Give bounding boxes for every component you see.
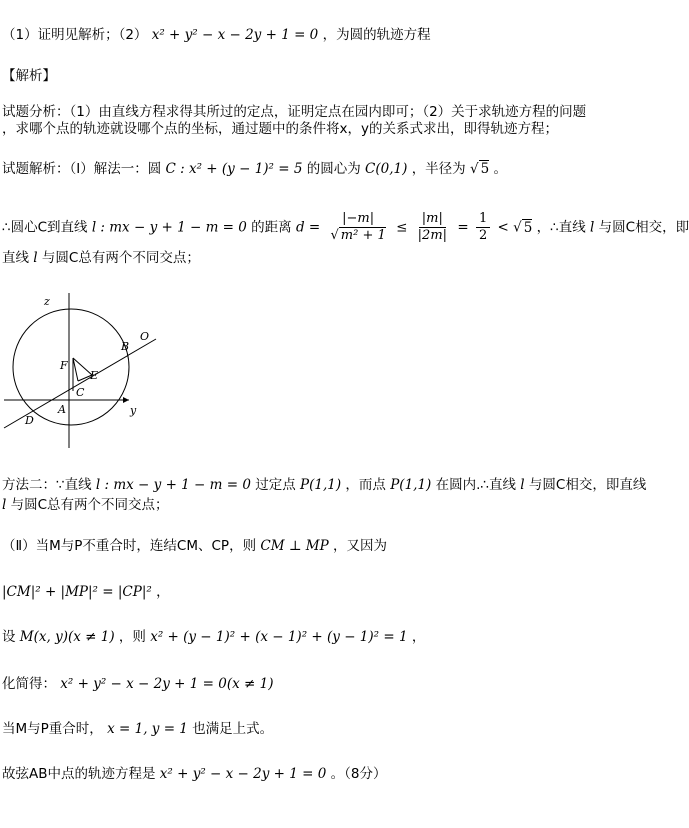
set-m-line: 设 M(x, y)(x ≠ 1) ，则 x² + (y − 1)² + (x − 1)² + (y − 1)² = 1 ， <box>2 629 426 645</box>
perpendicular-relation: CM ⊥ MP <box>260 538 329 554</box>
label-b: B <box>121 340 130 353</box>
solution-method-1: 试题解析：（Ⅰ）解法一：圆 C : x² + (y − 1)² = 5 的圆心为 C(0,1) ，半径为 √ 5 。 <box>2 161 507 177</box>
distance-line: ∴圆心C到直线 l : mx − y + 1 − m = 0 的距离 d = $\frac{|-m|}{\text{√ m² + 1}}$ ≤ $\frac{|m|}{|2m|}$ = $\frac{1}{2}$ < √ 5 ，∴直线 l 与圆C相交，即 <box>2 211 689 243</box>
final-answer-line: 故弦AB中点的轨迹方程是 x² + y² − x − 2y + 1 = 0 。（8分） <box>2 766 387 782</box>
circle-c <box>13 309 129 425</box>
part2-intro: （Ⅱ）当M与P不重合时，连结CM、CP，则 CM ⊥ MP ，又因为 <box>2 538 388 554</box>
distance-label: 的距离 <box>251 219 292 236</box>
pythagorean-relation: |CM|² + |MP|² = |CP|² ， <box>2 584 170 600</box>
label-z: z <box>44 295 50 308</box>
center-label: 的圆心为 <box>306 161 361 177</box>
answer-part2: ，为圆的轨迹方程 <box>322 27 431 43</box>
radius-value: 5 <box>480 161 490 177</box>
simplified-equation: x² + y² − x − 2y + 1 = 0(x ≠ 1) <box>60 676 274 692</box>
distance-ending: ，∴直线 <box>536 219 586 236</box>
simplified-line: 化简得： x² + y² − x − 2y + 1 = 0(x ≠ 1) <box>2 676 274 692</box>
distance-line-2: 直线 l 与圆C总有两个不同交点； <box>2 250 200 266</box>
label-a: A <box>58 403 66 416</box>
circle-equation: C : x² + (y − 1)² = 5 <box>165 161 303 177</box>
fraction-1: $\frac{|-m|}{\text{√ m² + 1}}$ <box>330 211 386 243</box>
point-m: M(x, y)(x ≠ 1) <box>19 629 115 645</box>
label-e: E <box>90 369 99 382</box>
axis-arrow-right <box>123 397 129 403</box>
label-c: C <box>76 386 85 399</box>
method-2-line-1: 方法二：∵直线 l : mx − y + 1 − m = 0 过定点 P(1,1) ，而点 P(1,1) 在圆内.∴直线 l 与圆C相交，即直线 <box>2 477 647 493</box>
distance-ending-2: 与圆C相交，即 <box>598 219 689 236</box>
coincide-line: 当M与P重合时， x = 1, y = 1 也满足上式。 <box>2 721 274 737</box>
answer-summary <box>2 26 431 44</box>
method2-line-eq: l : mx − y + 1 − m = 0 <box>95 477 251 493</box>
distance-prefix: ∴圆心C到直线 <box>2 219 88 236</box>
answer-equation: x² + y² − x − 2y + 1 = 0 <box>151 27 319 43</box>
radius-label: ，半径为 <box>411 161 466 177</box>
final-equation: x² + y² − x − 2y + 1 = 0 <box>159 766 327 782</box>
fraction-3: $\frac{1}{2}$ <box>476 211 490 244</box>
fraction-2: $\frac{|m|}{|2m|}$ <box>417 211 448 243</box>
distance-d: d = <box>295 219 321 236</box>
line-equation: l : mx − y + 1 − m = 0 <box>91 219 247 236</box>
analysis-line-2: ，求哪个点的轨迹就设哪个点的坐标，通过题中的条件将x，y的关系式求出，即得轨迹方程； <box>2 121 558 137</box>
solution-prefix: 试题解析：（Ⅰ）解法一：圆 <box>2 161 162 177</box>
label-f: F <box>60 359 68 372</box>
point-p: P(1,1) <box>300 477 342 493</box>
midpoint-equation: x² + (y − 1)² + (x − 1)² + (y − 1)² = 1 <box>150 629 408 645</box>
label-y: y <box>130 404 137 417</box>
circle-diagram <box>4 283 164 453</box>
analysis-line-1: 试题分析：（1）由直线方程求得其所过的定点，证明定点在园内即可；（2）关于求轨迹方程的问题 <box>2 104 587 120</box>
circle-center: C(0,1) <box>365 161 408 177</box>
answer-part1: （1）证明见解析；（2） <box>2 27 148 43</box>
method-2-line-2: l 与圆C总有两个不同交点； <box>2 497 169 513</box>
section-title: 【解析】 <box>2 68 56 84</box>
label-o: O <box>140 330 150 343</box>
solution-end: 。 <box>493 161 507 177</box>
label-d: D <box>25 414 34 427</box>
